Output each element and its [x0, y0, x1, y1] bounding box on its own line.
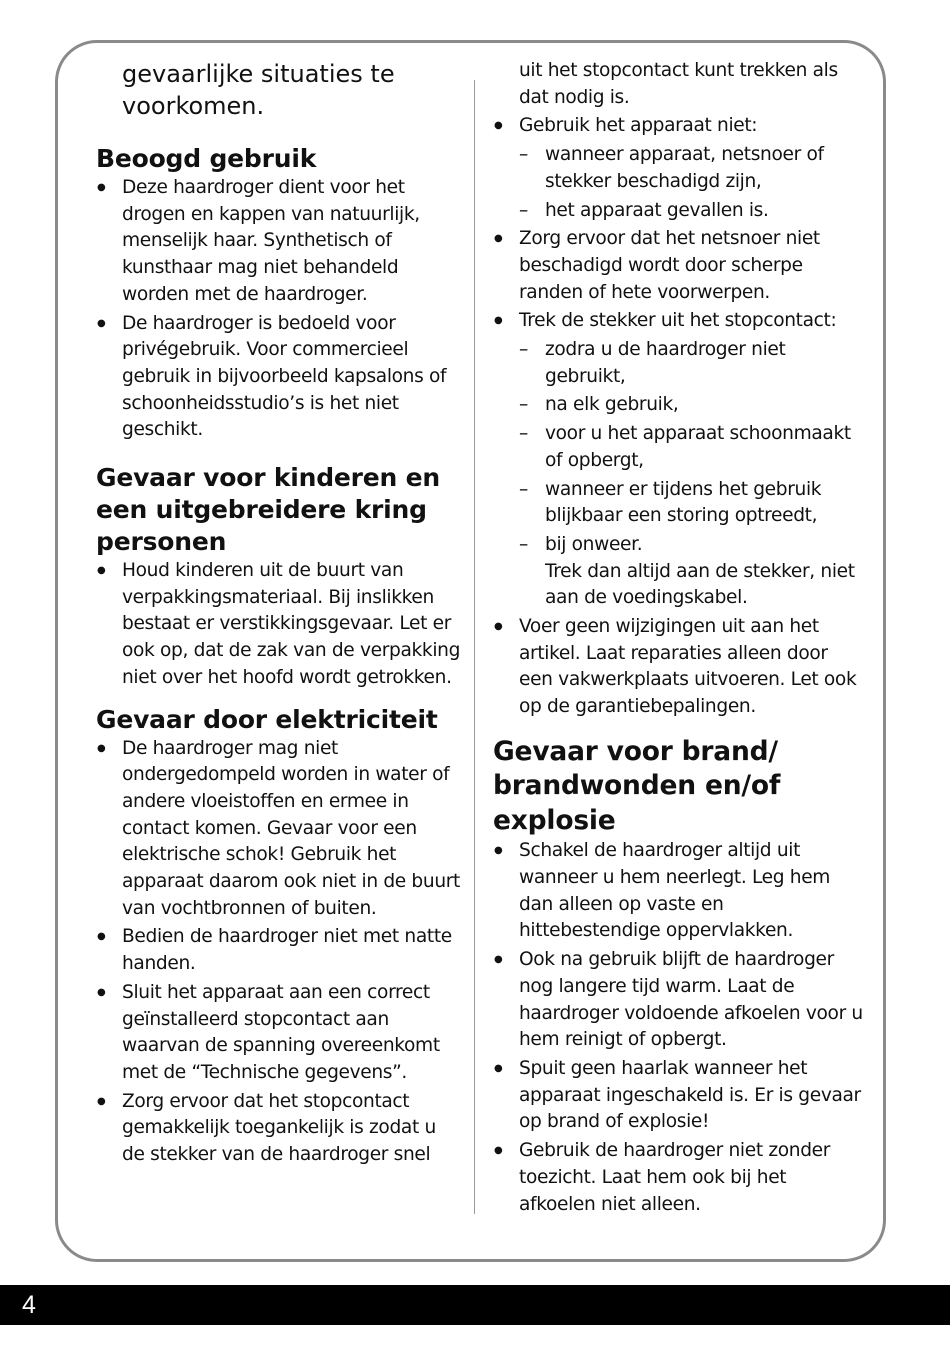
bullet-list	[493, 838, 865, 1218]
bullet-item: ● Spuit geen haarlak wanneer het apparaat ingeschakeld is. Er is gevaar op brand of explosie!	[493, 1056, 865, 1136]
bullet-item: ● Schakel de haardroger altijd uit wanneer u hem neerlegt. Leg hem dan alleen op vaste en hittebestendige oppervlakken.	[493, 838, 865, 945]
bullet-continuation: uit het stopcontact kunt trekken als dat nodig is.	[519, 60, 838, 108]
right-column	[493, 58, 865, 1220]
bullet-list	[96, 736, 462, 1169]
bullet-item: ● Bedien de haardroger niet met natte handen.	[96, 924, 462, 977]
section-heading-gevaar-brand: Gevaar voor brand/ brandwonden en/of explosie	[493, 735, 781, 836]
dash-item: – voor u het apparaat schoonmaakt of opbergt,	[493, 421, 865, 474]
bullet-item: ● Voer geen wijzigingen uit aan het artikel. Laat reparaties alleen door een vakwerkplaats uitvoeren. Let ook op de garantiebepalingen.	[493, 614, 865, 721]
bullet-item: ● Houd kinderen uit de buurt van verpakkingsmateriaal. Bij inslikken bestaat er verstikkingsgevaar. Let er ook op, dat de zak van de verpakking niet over het hoofd wordt getrokken.	[96, 558, 462, 692]
bullet-item: ● Gebruik de haardroger niet zonder toezicht. Laat hem ook bij het afkoelen niet alleen.	[493, 1138, 865, 1218]
dash-item-note: Trek dan altijd aan de stekker, niet aan de voedingskabel.	[545, 560, 855, 609]
footer-bar	[0, 1285, 950, 1325]
bullet-item: ● Gebruik het apparaat niet:	[493, 113, 865, 140]
section-heading-beoogd-gebruik: Beoogd gebruik	[96, 144, 317, 173]
bullet-item: ● Ook na gebruik blijft de haardroger nog langere tijd warm. Laat de haardroger voldoende afkoelen voor u hem reinigt of opbergt.	[493, 947, 865, 1054]
bullet-list	[493, 113, 865, 720]
bullet-item: ● De haardroger is bedoeld voor privégebruik. Voor commercieel gebruik in bijvoorbeeld kapsalons of schoonheidsstudio’s is het niet geschikt.	[96, 311, 462, 445]
bullet-item: ● Deze haardroger dient voor het drogen en kappen van natuurlijk, menselijk haar. Synthetisch of kunsthaar mag niet behandeld worden met de haardroger.	[96, 175, 462, 309]
dash-item: – wanneer er tijdens het gebruik blijkbaar een storing optreedt,	[493, 477, 865, 530]
column-divider	[474, 80, 475, 1214]
dash-item: – het apparaat gevallen is.	[493, 198, 865, 225]
dash-item: – zodra u de haardroger niet gebruikt,	[493, 337, 865, 390]
dash-item-text: bij onweer.	[545, 533, 643, 555]
bullet-item: ● Zorg ervoor dat het stopcontact gemakkelijk toegankelijk is zodat u de stekker van de haardroger snel	[96, 1089, 462, 1169]
bullet-item: ● Zorg ervoor dat het netsnoer niet beschadigd wordt door scherpe randen of hete voorwerpen.	[493, 226, 865, 306]
page-number: 4	[22, 1291, 36, 1319]
bullet-item: ● De haardroger mag niet ondergedompeld worden in water of andere vloeistoffen en ermee in contact komen. Gevaar voor een elektrische schok! Gebruik het apparaat daarom ook niet in de buurt van vochtbronnen of buiten.	[96, 736, 462, 923]
section-heading-gevaar-kinderen: Gevaar voor kinderen en een uitgebreidere kring personen	[96, 463, 441, 557]
left-column	[96, 58, 462, 1171]
bullet-list	[96, 175, 462, 444]
dash-item: – wanneer apparaat, netsnoer of stekker beschadigd zijn,	[493, 142, 865, 195]
intro-continuation: gevaarlijke situaties te voorkomen.	[122, 60, 395, 120]
bullet-item: ● Sluit het apparaat aan een correct geïnstalleerd stopcontact aan waarvan de spanning overeenkomt met de “Technische gegevens”.	[96, 980, 462, 1087]
bullet-list	[96, 558, 462, 692]
dash-item	[493, 532, 865, 612]
bullet-item: ● Trek de stekker uit het stopcontact:	[493, 308, 865, 335]
section-heading-gevaar-elektriciteit: Gevaar door elektriciteit	[96, 704, 438, 734]
dash-item: – na elk gebruik,	[493, 392, 865, 419]
